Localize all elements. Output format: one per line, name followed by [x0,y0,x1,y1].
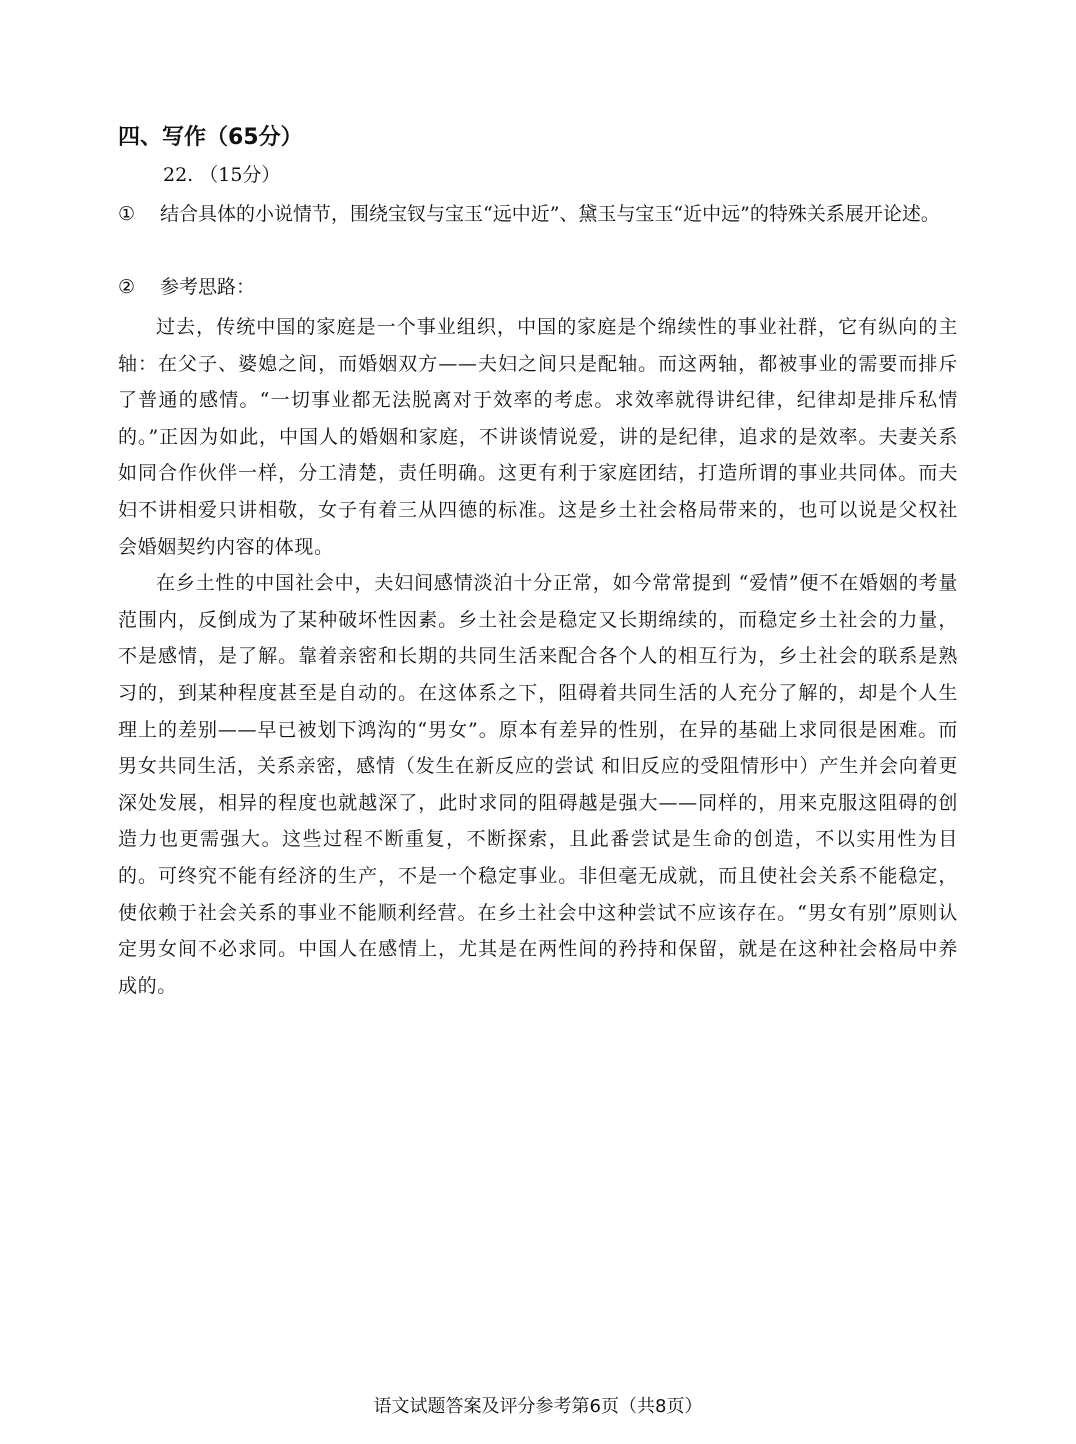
point-text-2: 参考思路： [160,276,256,298]
reference-text [118,309,958,1004]
paragraph-2: 在乡土性的中国社会中，夫妇间感情淡泊十分正常，如今常常提到 “爱情”便不在婚姻的考量范围内，反倒成为了某种破坏性因素。乡土社会是稳定又长期绵续的，而稳定乡土社会的力量，不是感情，是了解。靠着亲密和长期的共同生活来配合各个人的相互行为，乡土社会的联系是熟习的，到某种程度甚至是自动的。在这体系之下，阻碍着共同生活的人充分了解的，却是个人生理上的差别——早已被划下鸿沟的“男女”。原本有差异的性别，在异的基础上求同很是困难。而男女共同生活，关系亲密，感情（发生在新反应的尝试 和旧反应的受阻情形中）产生并会向着更深处发展，相异的程度也就越深了，此时求同的阻碍越是强大——同样的，用来克服这阻碍的创造力也更需强大。这些过程不断重复，不断探索，且此番尝试是生命的创造，不以实用性为目的。可终究不能有经济的生产，不是一个稳定事业。非但毫无成就，而且使社会关系不能稳定，使依赖于社会关系的事业不能顺利经营。在乡土社会中这种尝试不应该存在。“男女有别”原则认定男女间不必求同。中国人在感情上，尤其是在两性间的矜持和保留，就是在这种社会格局中养成的。 [118,572,958,997]
point-marker-2: ② [118,276,136,298]
question-number: 22. （15分） [163,164,281,186]
paragraph-1: 过去，传统中国的家庭是一个事业组织，中国的家庭是个绵续性的事业社群，它有纵向的主轴：在父子、婆媳之间，而婚姻双方——夫妇之间只是配轴。而这两轴，都被事业的需要而排斥了普通的感情。“一切事业都无法脱离对于效率的考虑。求效率就得讲纪律，纪律却是排斥私情的。”正因为如此，中国人的婚姻和家庭，不讲谈情说爱，讲的是纪律，追求的是效率。夫妻关系如同合作伙伴一样，分工清楚，责任明确。这更有利于家庭团结，打造所谓的事业共同体。而夫妇不讲相爱只讲相敬，女子有着三从四德的标准。这是乡土社会格局带来的，也可以说是父权社会婚姻契约内容的体现。 [118,316,958,558]
point-item-1 [118,197,958,231]
point-item-2 [118,270,958,304]
point-marker-1: ① [118,203,136,225]
page-footer: 语文试题答案及评分参考第6页（共8页） [373,1396,703,1417]
point-text-1: 结合具体的小说情节，围绕宝钗与宝玉“远中近”、黛玉与宝玉“近中远”的特殊关系展开论述。 [160,203,940,225]
section-heading: 四、写作（65分） [118,125,303,150]
